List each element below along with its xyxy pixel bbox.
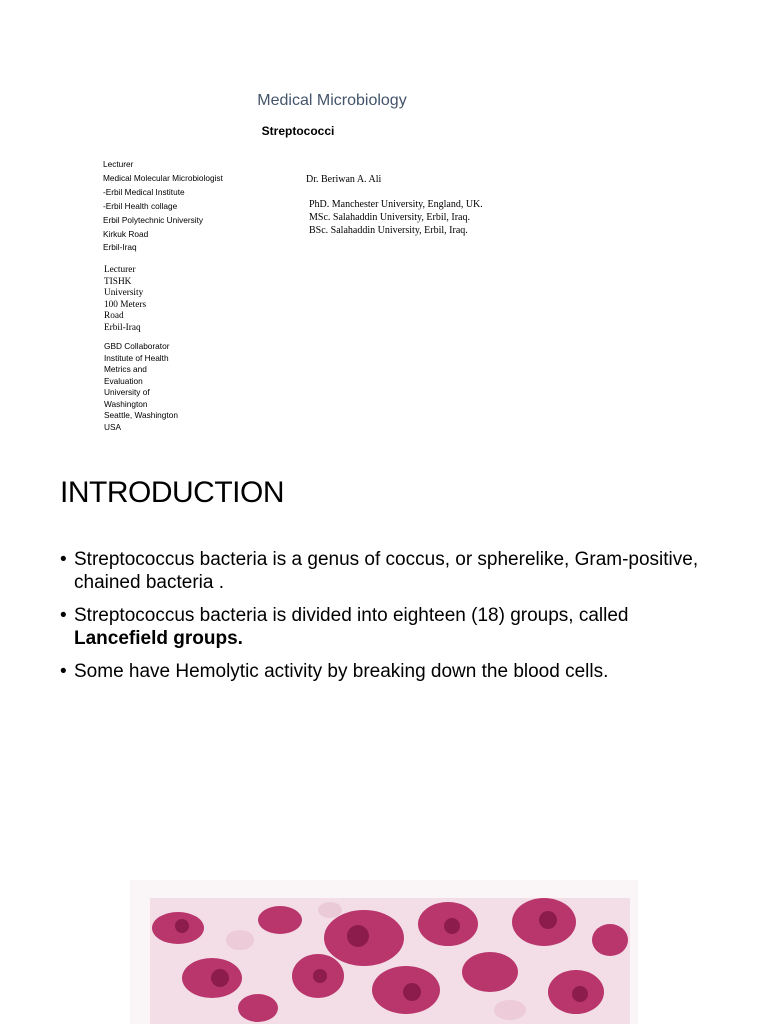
affiliation-line: -Erbil Medical Institute — [103, 186, 185, 197]
topic-title: Streptococci — [261, 124, 335, 138]
affiliation-line: -Erbil Health collage — [103, 200, 178, 211]
author-degrees — [309, 198, 483, 238]
degree-line: BSc. Salahaddin University, Erbil, Iraq. — [309, 225, 468, 237]
degree-line: PhD. Manchester University, England, UK. — [309, 199, 483, 210]
bullet-icon: • — [60, 605, 67, 626]
bullet-list — [60, 548, 700, 693]
affiliation-line: Institute of Health — [104, 352, 169, 363]
affiliation-line: Erbil-Iraq — [103, 242, 137, 253]
bullet-item — [60, 604, 700, 650]
affiliation-line: Evaluation — [104, 375, 143, 386]
bullet-text: Streptococcus bacteria is a genus of coccus, or spherelike, Gram-positive, chained bacteria . — [74, 549, 699, 593]
course-title: Medical Microbiology — [257, 92, 407, 109]
affiliation-block-2 — [104, 265, 146, 334]
affiliation-line: 100 Meters — [104, 299, 147, 310]
affiliation-line: Erbil Polytechnic University — [103, 214, 204, 225]
bullet-icon: • — [60, 661, 67, 682]
bullet-bold-text: Lancefield groups. — [74, 628, 243, 649]
affiliation-block-3 — [104, 341, 178, 433]
degree-line: MSc. Salahaddin University, Erbil, Iraq. — [309, 212, 470, 224]
author-name: Dr. Beriwan A. Ali — [306, 174, 382, 185]
affiliation-line: Metrics and — [104, 364, 147, 374]
affiliation-line: Medical Molecular Microbiologist — [103, 172, 223, 183]
affiliation-line: Road — [104, 311, 124, 321]
affiliation-line: GBD Collaborator — [104, 341, 170, 351]
micrograph-illustration — [130, 880, 638, 1024]
affiliation-line: Lecturer — [104, 265, 136, 275]
affiliation-line: TISHK — [104, 276, 132, 287]
affiliation-line: University — [104, 288, 144, 298]
bullet-item — [60, 660, 700, 683]
affiliation-block-1 — [103, 158, 223, 255]
affiliation-line: Lecturer — [103, 159, 134, 169]
affiliation-line: USA — [104, 421, 122, 432]
affiliation-line: Erbil-Iraq — [104, 322, 141, 333]
micrograph-image — [130, 880, 638, 1024]
bullet-icon: • — [60, 549, 67, 570]
affiliation-line: Seattle, Washington — [104, 410, 178, 420]
affiliation-line: University of — [104, 387, 150, 397]
bullet-text: Streptococcus bacteria is divided into eighteen (18) groups, called — [74, 605, 629, 626]
section-heading: INTRODUCTION — [60, 476, 284, 509]
affiliation-line: Kirkuk Road — [103, 228, 149, 239]
affiliation-line: Washington — [104, 398, 148, 409]
bullet-text: Some have Hemolytic activity by breaking down the blood cells. — [74, 661, 609, 682]
bullet-item — [60, 548, 700, 594]
